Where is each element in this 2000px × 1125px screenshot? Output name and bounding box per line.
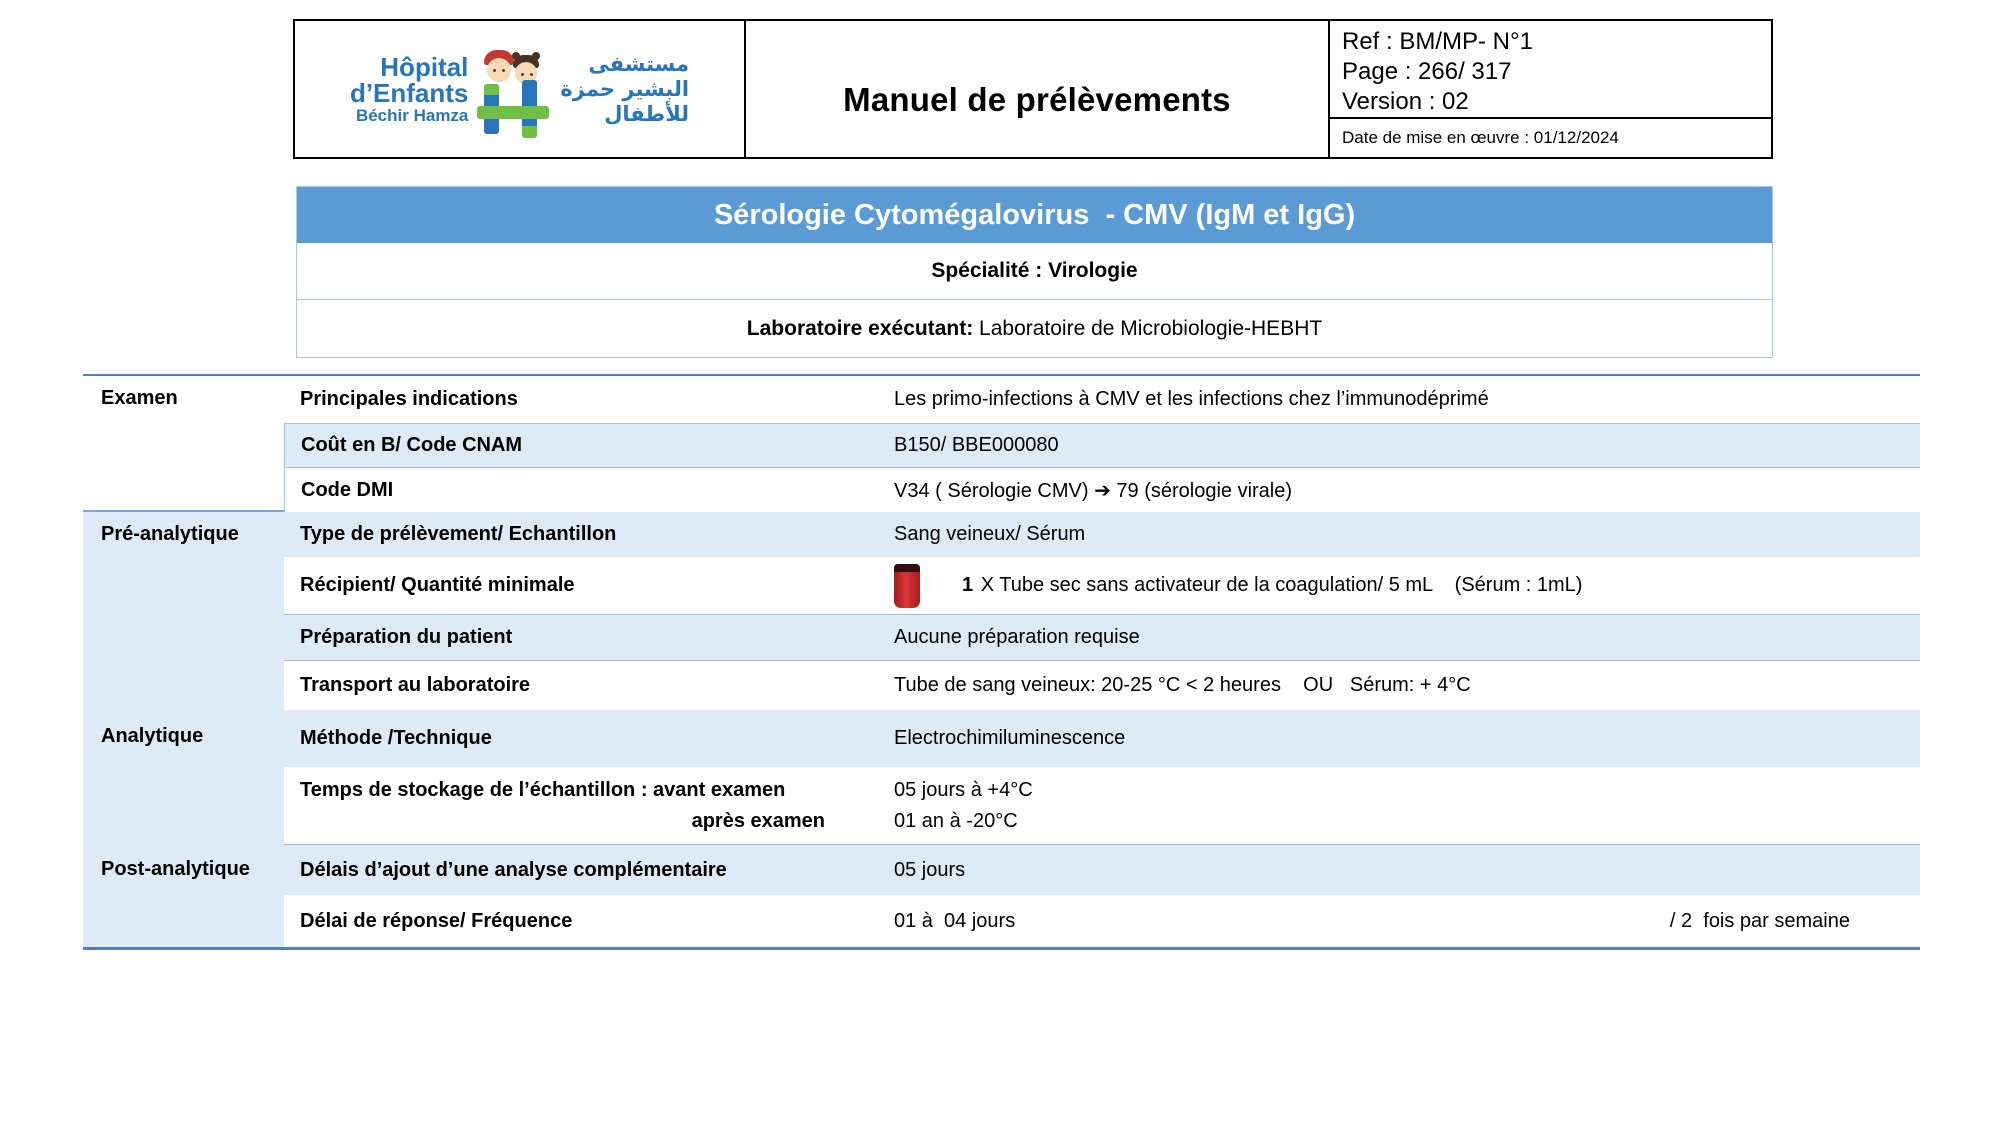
row-label-transport: Transport au laboratoire [284, 661, 890, 710]
boy-face-icon [487, 58, 511, 82]
row-label-recipient: Récipient/ Quantité minimale [284, 557, 890, 614]
arabic-line-2: البشير حمزة [560, 76, 690, 101]
hospital-logo-icon [482, 54, 546, 138]
phase-examen: Examen [83, 376, 284, 512]
phase-analytique: Analytique [83, 710, 284, 844]
row-label-methode-technique: Méthode /Technique [284, 710, 890, 767]
document-title-cell [746, 21, 1330, 157]
tube-description: X Tube sec sans activateur de la coagulation/ 5 mL (Sérum : 1mL) [975, 574, 1583, 596]
test-info-box [296, 186, 1773, 358]
phase-post-analytique: Post-analytique [83, 844, 284, 947]
logo-line-1: Hôpital [380, 51, 469, 82]
specialty-row: Spécialité : Virologie [297, 243, 1772, 300]
reference-block [1330, 21, 1771, 117]
tube-count: 1 [962, 574, 974, 596]
row-label-preparation-patient: Préparation du patient [284, 614, 890, 661]
row-label-principales-indications: Principales indications [284, 376, 890, 423]
laboratory-label: Laboratoire exécutant: [746, 316, 974, 340]
version-number: Version : 02 [1342, 88, 1469, 115]
stockage-apres-value: 01 an à -20°C [894, 809, 1018, 832]
row-value-recipient [890, 557, 1920, 614]
hospital-name-arabic [560, 52, 689, 127]
frequence-value: / 2 fois par semaine [1669, 909, 1850, 932]
logo-line-3: Béchir Hamza [355, 105, 469, 125]
row-value-delai-reponse [890, 895, 1920, 947]
row-value-cout-code-cnam: B150/ BBE000080 [890, 423, 1920, 468]
blood-tube-icon [894, 564, 920, 608]
ref-number: Ref : BM/MP- N°1 [1342, 28, 1533, 55]
stockage-avant-value: 05 jours à +4°C [894, 778, 1033, 801]
row-value-principales-indications: Les primo-infections à CMV et les infections chez l’immunodéprimé [890, 376, 1920, 423]
arabic-line-3: للأطفال [604, 101, 690, 126]
test-title-banner: Sérologie Cytomégalovirus - CMV (IgM et IgG) [297, 187, 1772, 243]
effective-date: Date de mise en œuvre : 01/12/2024 [1330, 117, 1771, 157]
logo-shape-bar [477, 106, 549, 119]
row-label-code-dmi: Code DMI [284, 468, 890, 512]
delai-reponse-value: 01 à 04 jours [894, 909, 1016, 932]
row-value-preparation-patient: Aucune préparation requise [890, 614, 1920, 661]
row-label-cout-code-cnam: Coût en B/ Code CNAM [284, 423, 890, 468]
arabic-line-1: مستشفى [588, 51, 690, 76]
row-value-code-dmi: V34 ( Sérologie CMV) ➔ 79 (sérologie virale) [890, 468, 1920, 512]
hospital-name-french [349, 51, 469, 125]
girl-bun-right-icon [532, 52, 540, 60]
logo-shape-cap-right [522, 126, 537, 138]
stockage-apres-label: après examen [691, 809, 825, 832]
test-details-table [83, 374, 1920, 950]
row-value-transport: Tube de sang veineux: 20-25 °C < 2 heures OU Sérum: + 4°C [890, 661, 1920, 710]
reference-cell [1330, 21, 1771, 157]
stockage-avant-label: Temps de stockage de l’échantillon : avant examen [300, 778, 786, 801]
row-label-delais-ajout: Délais d’ajout d’une analyse complémentaire [284, 844, 890, 895]
document-title: Manuel de prélèvements [843, 81, 1231, 118]
row-value-type-prelevement: Sang veineux/ Sérum [890, 512, 1920, 557]
row-value-methode-technique: Electrochimiluminescence [890, 710, 1920, 767]
page-number: Page : 266/ 317 [1342, 58, 1512, 85]
row-label-delai-reponse: Délai de réponse/ Fréquence [284, 895, 890, 947]
row-value-temps-stockage [890, 767, 1920, 844]
row-label-temps-stockage [284, 767, 890, 844]
logo-line-2: d’Enfants [349, 77, 469, 108]
row-value-delais-ajout: 05 jours [890, 844, 1920, 895]
laboratory-row [297, 300, 1772, 357]
row-label-type-prelevement: Type de prélèvement/ Echantillon [284, 512, 890, 557]
document-header [293, 19, 1773, 159]
phase-pre-analytique: Pré-analytique [83, 512, 284, 710]
laboratory-value: Laboratoire de Microbiologie-HEBHT [973, 316, 1323, 340]
logo-shape-cap-left [484, 84, 499, 95]
hospital-logo [295, 21, 746, 157]
